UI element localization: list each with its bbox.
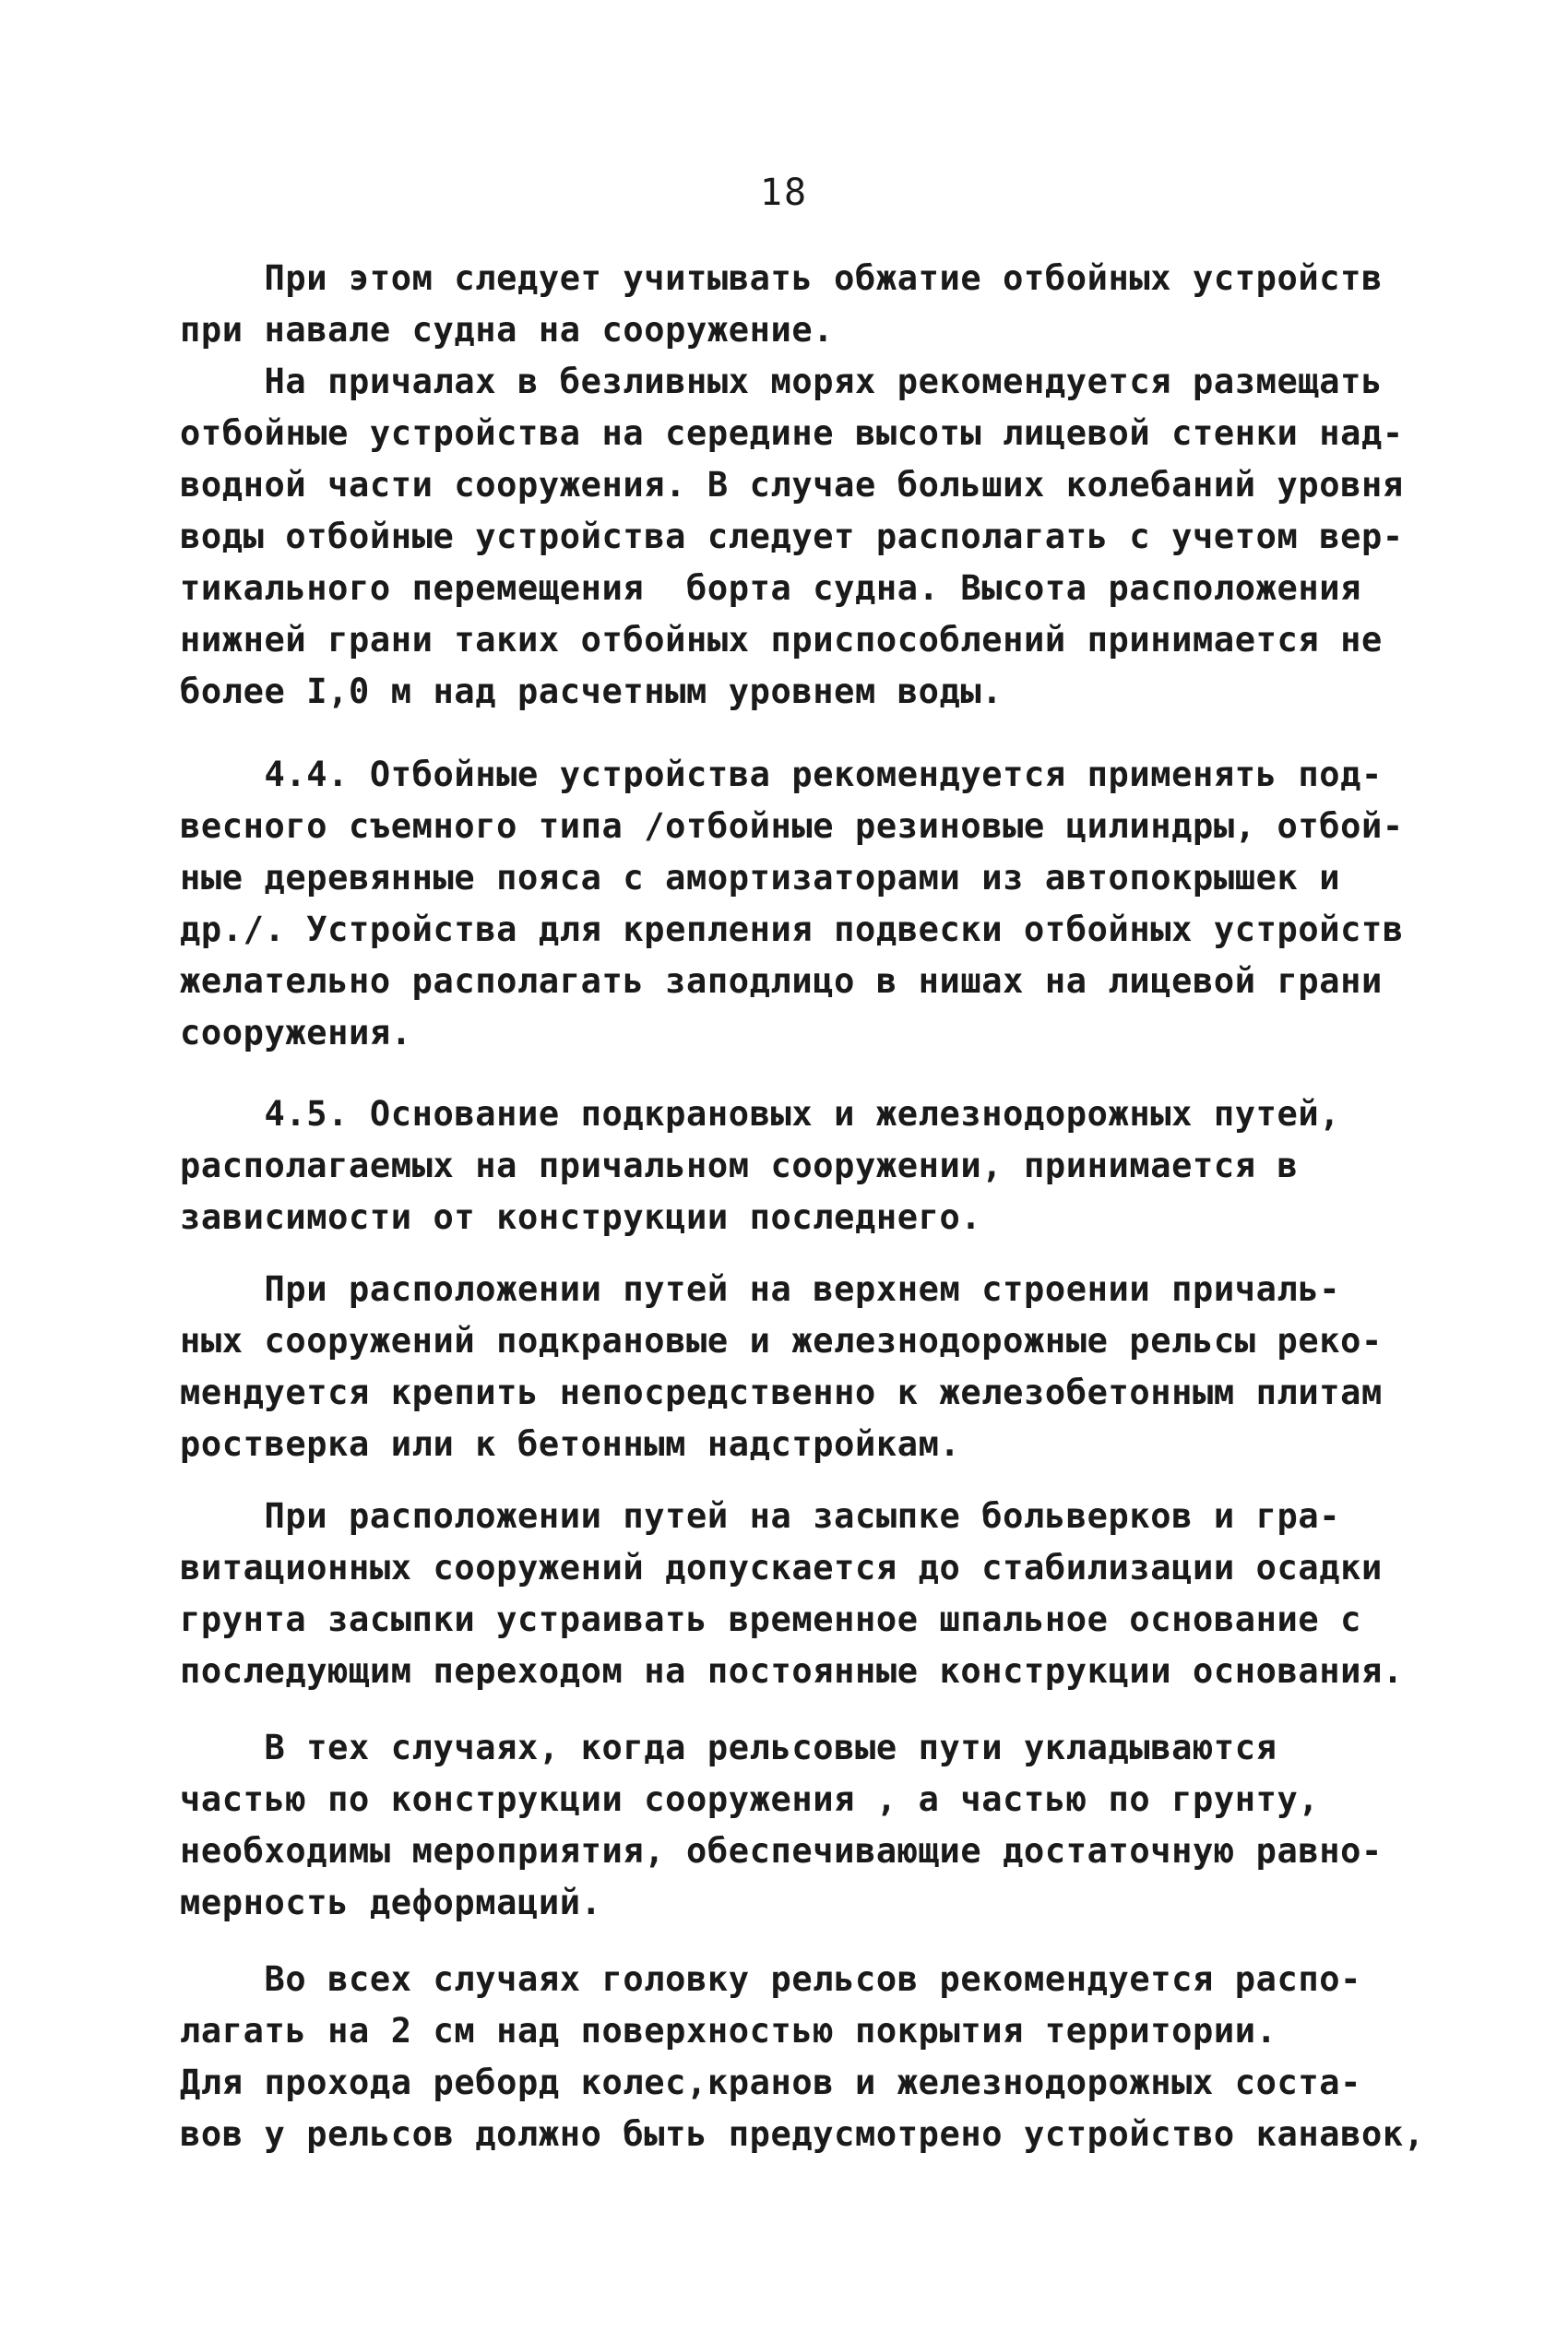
text-line: вов у рельсов должно быть предусмотрено устройство канавок,: [180, 2114, 1425, 2154]
text-line: сооружения.: [180, 1013, 412, 1053]
text-line: грунта засыпки устраивать временное шпальное основание с: [180, 1600, 1362, 1639]
text-line: более I,0 м над расчетным уровнем воды.: [180, 672, 1004, 711]
page-number: 18: [759, 172, 809, 214]
text-line: последующим переходом на постоянные конструкции основания.: [180, 1651, 1404, 1691]
text-line: На причалах в безливных морях рекомендуется размещать: [180, 362, 1383, 401]
text-line: 4.4. Отбойные устройства рекомендуется применять под-: [180, 755, 1383, 794]
text-line: воды отбойные устройства следует располагать с учетом вер-: [180, 517, 1404, 556]
text-line: необходимы мероприятия, обеспечивающие достаточную равно-: [180, 1831, 1383, 1871]
text-line: частью по конструкции сооружения , а частью по грунту,: [180, 1779, 1320, 1819]
text-line: при навале судна на сооружение.: [180, 310, 835, 350]
text-line: ные деревянные пояса с амортизаторами из автопокрышек и: [180, 858, 1341, 898]
text-line: отбойные устройства на середине высоты лицевой стенки над-: [180, 413, 1404, 453]
text-line: мендуется крепить непосредственно к железобетонным плитам: [180, 1373, 1383, 1412]
text-line: желательно располагать заподлицо в нишах на лицевой грани: [180, 961, 1383, 1001]
text-line: Для прохода реборд колес,кранов и железнодорожных соста-: [180, 2063, 1362, 2102]
text-line: весного съемного типа /отбойные резиновые цилиндры, отбой-: [180, 806, 1404, 846]
text-line: ных сооружений подкрановые и железнодорожные рельсы реко-: [180, 1321, 1383, 1361]
text-line: витационных сооружений допускается до стабилизации осадки: [180, 1548, 1383, 1588]
text-line: лагать на 2 см над поверхностью покрытия территории.: [180, 2011, 1277, 2051]
text-line: располагаемых на причальном сооружении, принимается в: [180, 1146, 1299, 1185]
text-line: При расположении путей на засыпке больверков и гра-: [180, 1496, 1341, 1536]
text-line: Во всех случаях головку рельсов рекомендуется распо-: [180, 1959, 1362, 1999]
text-line: 4.5. Основание подкрановых и железнодорожных путей,: [180, 1094, 1341, 1134]
text-line: тикального перемещения борта судна. Высота расположения: [180, 568, 1362, 608]
text-line: др./. Устройства для крепления подвески отбойных устройств: [180, 910, 1404, 949]
text-line: зависимости от конструкции последнего.: [180, 1197, 982, 1237]
text-line: мерность деформаций.: [180, 1883, 602, 1922]
text-line: В тех случаях, когда рельсовые пути укладываются: [180, 1728, 1277, 1767]
text-line: нижней грани таких отбойных приспособлений принимается не: [180, 620, 1383, 660]
text-line: При этом следует учитывать обжатие отбойных устройств: [180, 258, 1383, 298]
text-line: При расположении путей на верхнем строении причаль-: [180, 1269, 1341, 1309]
text-line: водной части сооружения. В случае больших колебаний уровня: [180, 465, 1404, 505]
text-line: ростверка или к бетонным надстройкам.: [180, 1424, 961, 1464]
